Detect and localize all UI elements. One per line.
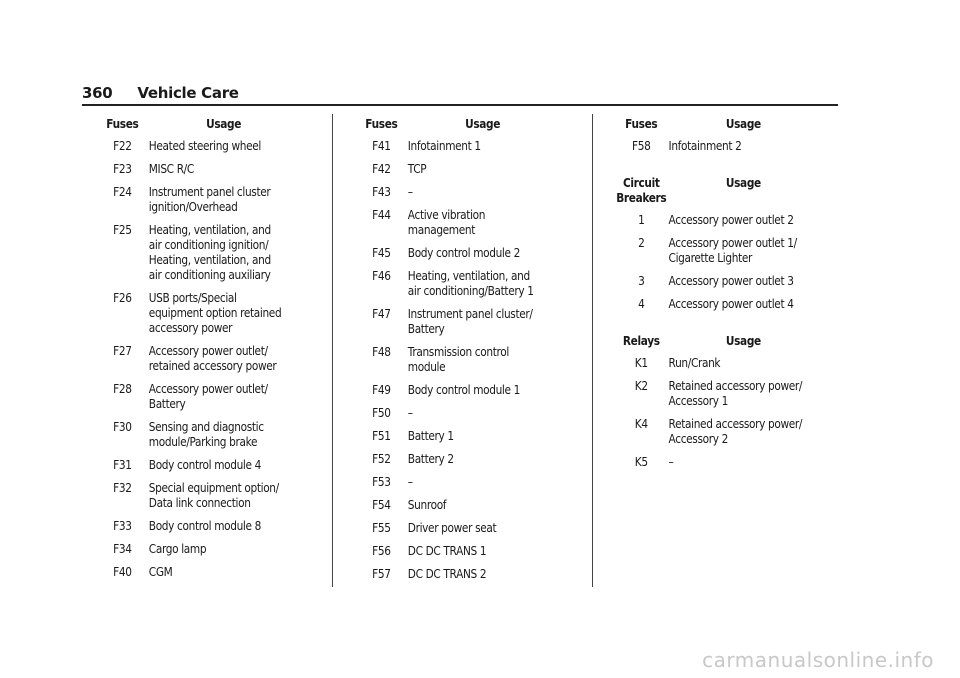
column-header-id: Fuses <box>365 117 398 131</box>
column-header-usage: Usage <box>725 334 761 348</box>
table-row <box>355 498 557 513</box>
page-header <box>82 84 239 102</box>
fuse-usage: Body control module 4 <box>148 458 262 472</box>
column-divider <box>332 114 333 587</box>
fuse-id: F51 <box>372 429 391 443</box>
fuse-id: 4 <box>638 297 645 311</box>
table-row <box>96 519 298 534</box>
table-row <box>614 455 818 470</box>
table-row <box>96 565 298 580</box>
fuse-usage: Infotainment 2 <box>668 139 742 153</box>
fuse-usage: – <box>407 475 413 489</box>
fuse-id: F40 <box>113 565 132 579</box>
fuse-usage: USB ports/Special equipment option retained accessory power <box>148 291 282 335</box>
table-row <box>614 417 818 447</box>
fuse-usage: Accessory power outlet 1/ Cigarette Lighter <box>668 236 797 265</box>
fuse-id: F32 <box>113 481 132 495</box>
fuse-table <box>355 117 557 582</box>
table-row <box>355 521 557 536</box>
fuse-usage: Heating, ventilation, and air conditioning/Battery 1 <box>407 269 534 298</box>
fuse-id: F50 <box>372 406 391 420</box>
fuse-usage: Accessory power outlet 2 <box>668 213 794 227</box>
fuse-id: F58 <box>632 139 651 153</box>
table-row <box>355 345 557 375</box>
column-header-id: Fuses <box>625 117 658 131</box>
fuse-id: F31 <box>113 458 132 472</box>
fuse-id: K4 <box>634 417 648 431</box>
table-header <box>355 117 557 132</box>
column-header-usage: Usage <box>465 117 501 131</box>
table-row <box>96 344 298 374</box>
fuse-id: F53 <box>372 475 391 489</box>
fuse-usage: Body control module 1 <box>407 383 521 397</box>
fuse-id: 2 <box>638 236 645 250</box>
fuse-usage: Accessory power outlet 4 <box>668 297 794 311</box>
column-header-id: Fuses <box>106 117 139 131</box>
fuse-id: F27 <box>113 344 132 358</box>
fuse-id: F28 <box>113 382 132 396</box>
table-row <box>355 383 557 398</box>
fuse-id: F44 <box>372 208 391 222</box>
fuse-usage: DC DC TRANS 2 <box>407 567 487 581</box>
column-header-id: Relays <box>622 334 660 348</box>
table-row <box>96 481 298 511</box>
fuse-id: 3 <box>638 274 645 288</box>
fuse-id: K1 <box>634 356 648 370</box>
fuse-id: K2 <box>634 379 648 393</box>
table-row <box>355 475 557 490</box>
fuse-id: F24 <box>113 185 132 199</box>
column-header-usage: Usage <box>206 117 242 131</box>
fuse-usage: Retained accessory power/ Accessory 1 <box>668 379 803 408</box>
table-row <box>355 246 557 261</box>
fuse-id: F46 <box>372 269 391 283</box>
table-row <box>614 236 818 266</box>
fuse-usage: Retained accessory power/ Accessory 2 <box>668 417 803 446</box>
table-row <box>96 223 298 283</box>
fuse-usage: Instrument panel cluster/ Battery <box>407 307 533 336</box>
table-row <box>614 274 818 289</box>
table-row <box>355 162 557 177</box>
fuse-id: F45 <box>372 246 391 260</box>
fuse-usage: Heating, ventilation, and air conditioning ignition/ Heating, ventilation, and air conditioning auxiliary <box>148 223 271 282</box>
table-row <box>355 208 557 238</box>
fuse-id: F49 <box>372 383 391 397</box>
fuse-table <box>614 176 818 312</box>
fuse-id: F54 <box>372 498 391 512</box>
fuse-column-1 <box>96 117 298 588</box>
fuse-id: F47 <box>372 307 391 321</box>
table-row <box>96 139 298 154</box>
fuse-usage: Run/Crank <box>668 356 721 370</box>
fuse-usage: Instrument panel cluster ignition/Overhead <box>148 185 271 214</box>
table-row <box>355 567 557 582</box>
fuse-table <box>96 117 298 580</box>
watermark: carmanualsonline.info <box>702 648 934 672</box>
fuse-usage: Accessory power outlet/ Battery <box>148 382 268 411</box>
fuse-usage: – <box>407 185 413 199</box>
fuse-id: K5 <box>634 455 648 469</box>
fuse-id: F33 <box>113 519 132 533</box>
fuse-id: F23 <box>113 162 132 176</box>
table-row <box>614 356 818 371</box>
table-row <box>614 213 818 228</box>
column-header-id: Circuit Breakers <box>616 176 667 205</box>
table-header <box>614 176 818 206</box>
table-row <box>355 544 557 559</box>
fuse-table <box>614 334 818 470</box>
table-header <box>96 117 298 132</box>
fuse-usage: Sunroof <box>407 498 447 512</box>
table-row <box>355 307 557 337</box>
column-header-usage: Usage <box>725 117 761 131</box>
fuse-usage: Accessory power outlet 3 <box>668 274 794 288</box>
table-row <box>355 269 557 299</box>
fuse-table <box>614 117 818 154</box>
table-header <box>614 334 818 349</box>
fuse-usage: Driver power seat <box>407 521 497 535</box>
fuse-id: F22 <box>113 139 132 153</box>
table-row <box>96 420 298 450</box>
fuse-column-2 <box>355 117 557 590</box>
section-title: Vehicle Care <box>137 84 239 102</box>
fuse-usage: Accessory power outlet/ retained accessory power <box>148 344 277 373</box>
table-row <box>355 429 557 444</box>
fuse-usage: DC DC TRANS 1 <box>407 544 487 558</box>
fuse-id: F26 <box>113 291 132 305</box>
table-row <box>355 452 557 467</box>
fuse-id: F56 <box>372 544 391 558</box>
fuse-usage: Infotainment 1 <box>407 139 481 153</box>
table-row <box>96 185 298 215</box>
column-divider <box>592 114 593 587</box>
table-row <box>614 139 818 154</box>
table-header <box>614 117 818 132</box>
fuse-id: F42 <box>372 162 391 176</box>
table-row <box>614 379 818 409</box>
table-row <box>96 162 298 177</box>
fuse-usage: Battery 2 <box>407 452 454 466</box>
fuse-id: F48 <box>372 345 391 359</box>
table-row <box>614 297 818 312</box>
fuse-usage: – <box>668 455 674 469</box>
table-row <box>96 291 298 336</box>
table-row <box>96 382 298 412</box>
table-row <box>96 542 298 557</box>
header-rule <box>82 104 838 106</box>
fuse-usage: Body control module 8 <box>148 519 262 533</box>
fuse-usage: Active vibration management <box>407 208 486 237</box>
fuse-id: F34 <box>113 542 132 556</box>
fuse-usage: – <box>407 406 413 420</box>
fuse-usage: CGM <box>148 565 173 579</box>
fuse-id: 1 <box>638 213 645 227</box>
fuse-usage: Transmission control module <box>407 345 509 374</box>
fuse-usage: Battery 1 <box>407 429 454 443</box>
table-row <box>355 185 557 200</box>
fuse-usage: Special equipment option/ Data link connection <box>148 481 279 510</box>
fuse-id: F43 <box>372 185 391 199</box>
fuse-column-3 <box>614 117 818 478</box>
page-number: 360 <box>82 84 113 102</box>
table-row <box>96 458 298 473</box>
fuse-usage: Cargo lamp <box>148 542 207 556</box>
table-row <box>355 406 557 421</box>
fuse-id: F57 <box>372 567 391 581</box>
fuse-usage: Sensing and diagnostic module/Parking brake <box>148 420 264 449</box>
fuse-usage: Heated steering wheel <box>148 139 261 153</box>
fuse-usage: MISC R/C <box>148 162 194 176</box>
fuse-id: F25 <box>113 223 132 237</box>
table-row <box>355 139 557 154</box>
fuse-id: F55 <box>372 521 391 535</box>
fuse-id: F41 <box>372 139 391 153</box>
column-header-usage: Usage <box>725 176 761 190</box>
fuse-usage: TCP <box>407 162 427 176</box>
fuse-usage: Body control module 2 <box>407 246 521 260</box>
fuse-id: F30 <box>113 420 132 434</box>
fuse-id: F52 <box>372 452 391 466</box>
